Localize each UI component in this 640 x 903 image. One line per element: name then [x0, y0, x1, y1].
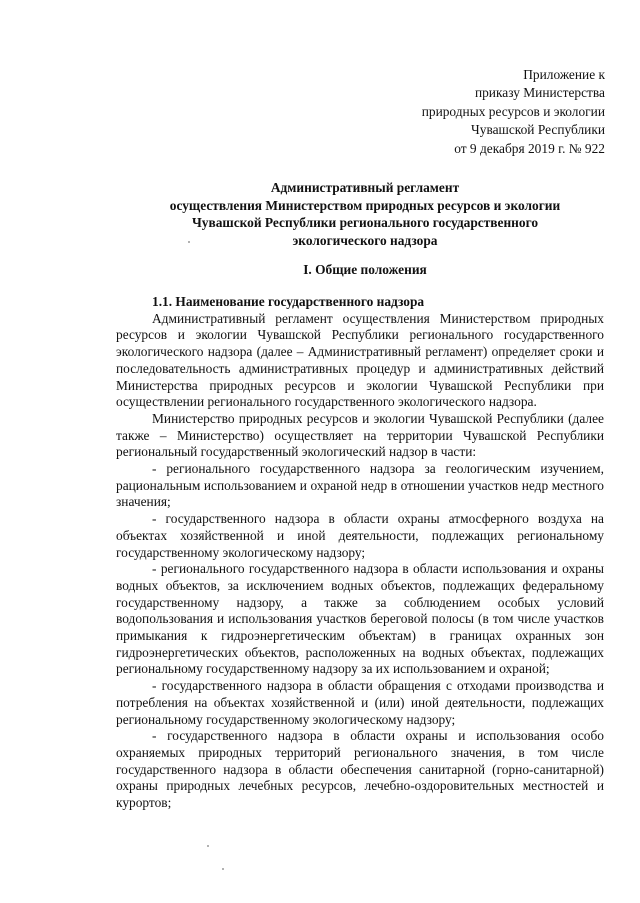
appendix-note	[422, 66, 605, 158]
section-heading: I. Общие положения	[303, 262, 427, 277]
scan-speck	[188, 241, 190, 243]
list-item: - регионального государственного надзора в области использования и охраны водных объектов, за исключением водных объектов, подлежащих федеральному государственному надзору, а также за соблюдением особых условий водопользования и использования участков береговой полосы (в том числе участков примыкания к гидроэнергетическим объектам) в границах охранных зон гидроэнергетических объектов, расположенных на водных объектах, подлежащих региональному государственному надзору за их использованием и охраной;	[116, 561, 604, 677]
list-item: - государственного надзора в области охраны и использования особо охраняемых природных территорий регионального значения, в том числе государственного надзора в области обеспечения санитарной (горно-санитарной) охраны природных лечебных ресурсов, лечебно-оздоровительных местностей и курортов;	[116, 728, 604, 811]
subsection-heading: 1.1. Наименование государственного надзора	[152, 294, 425, 309]
appendix-line: приказу Министерства	[474, 85, 605, 101]
title-line: Чувашской Республики регионального государственного	[191, 215, 539, 231]
title-line: Административный регламент	[270, 180, 460, 195]
title-line: осуществления Министерством природных ресурсов и экологии	[169, 197, 561, 213]
document-body	[116, 294, 604, 812]
document-title	[110, 179, 620, 249]
title-line: экологического надзора	[292, 232, 438, 248]
appendix-line: Приложение к	[523, 67, 605, 82]
list-item: - государственного надзора в области обращения с отходами производства и потребления на объектах хозяйственной и (или) иной деятельности, подлежащих региональному государственному экологическому надзору;	[116, 678, 604, 727]
appendix-line: Чувашской Республики	[471, 122, 605, 138]
appendix-line: природных ресурсов и экологии	[421, 103, 605, 119]
list-item: - государственного надзора в области охраны атмосферного воздуха на объектах хозяйственной и иной деятельности, подлежащих региональному государственному экологическому надзору;	[116, 511, 604, 560]
scan-speck	[222, 868, 224, 870]
body-paragraph: Административный регламент осуществления Министерством природных ресурсов и экологии Чувашской Республики регионального государственного экологического надзора (далее – Административный регламент) определяет сроки и последовательность административных процедур и административных действий Министерства природных ресурсов и экологии Чувашской Республики при осуществлении регионального государственного экологического надзора.	[116, 310, 604, 410]
appendix-line: от 9 декабря 2019 г. № 922	[454, 140, 605, 156]
list-item: - регионального государственного надзора за геологическим изучением, рациональным использованием и охраной недр в отношении участков недр местного значения;	[116, 461, 604, 510]
scan-speck	[207, 845, 209, 847]
body-paragraph: Министерство природных ресурсов и экологии Чувашской Республики (далее также – Министерство) осуществляет на территории Чувашской Республики региональный государственный экологический надзор в части:	[116, 410, 604, 460]
